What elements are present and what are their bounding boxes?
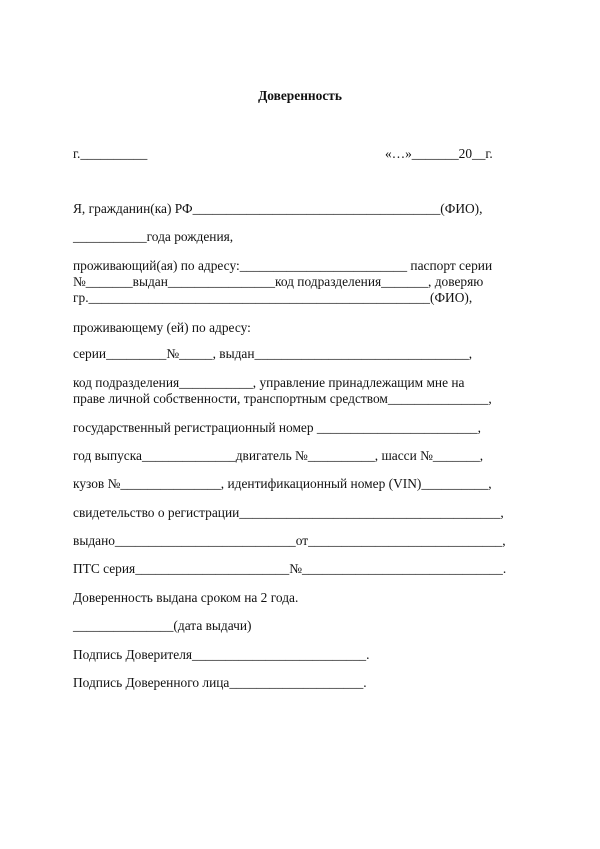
line-trustee-signature: Подпись Доверенного лица____________________. xyxy=(73,675,367,690)
line-citizen: Я, гражданин(ка) РФ_____________________________________(ФИО), xyxy=(73,201,483,216)
line-vehicle: праве личной собственности, транспортным средством_______________, xyxy=(73,391,492,406)
line-series: серии_________№_____, выдан________________________________, xyxy=(73,346,473,361)
line-principal-signature: Подпись Доверителя__________________________. xyxy=(73,647,370,662)
line-address: проживающий(ая) по адресу:_________________________ паспорт серии xyxy=(73,258,493,273)
line-year: год выпуска______________двигатель №__________, шасси №_______, xyxy=(73,448,484,463)
line-pts: ПТС серия_______________________№______________________________. xyxy=(73,561,507,576)
line-certificate: свидетельство о регистрации_______________________________________, xyxy=(73,505,504,520)
line-term: Доверенность выдана сроком на 2 года. xyxy=(73,590,299,605)
city-line: г.__________ xyxy=(73,146,148,161)
line-issued: выдано___________________________от_____________________________, xyxy=(73,533,506,548)
line-reg-number: государственный регистрационный номер ________________________, xyxy=(73,420,481,435)
line-birth: ___________года рождения, xyxy=(73,229,234,244)
line-trustee-address: проживающему (ей) по адресу: xyxy=(73,320,251,335)
line-issue-date: _______________(дата выдачи) xyxy=(73,618,252,633)
document-title: Доверенность xyxy=(258,88,342,103)
line-passport: №_______выдан________________код подразделения_______, доверяю xyxy=(73,274,484,289)
line-code: код подразделения___________, управление принадлежащим мне на xyxy=(73,375,465,390)
line-body: кузов №_______________, идентификационный номер (VIN)__________, xyxy=(73,476,492,491)
line-trustee: гр.___________________________________________________(ФИО), xyxy=(73,290,473,305)
date-line: «…»_______20__г. xyxy=(385,146,493,161)
